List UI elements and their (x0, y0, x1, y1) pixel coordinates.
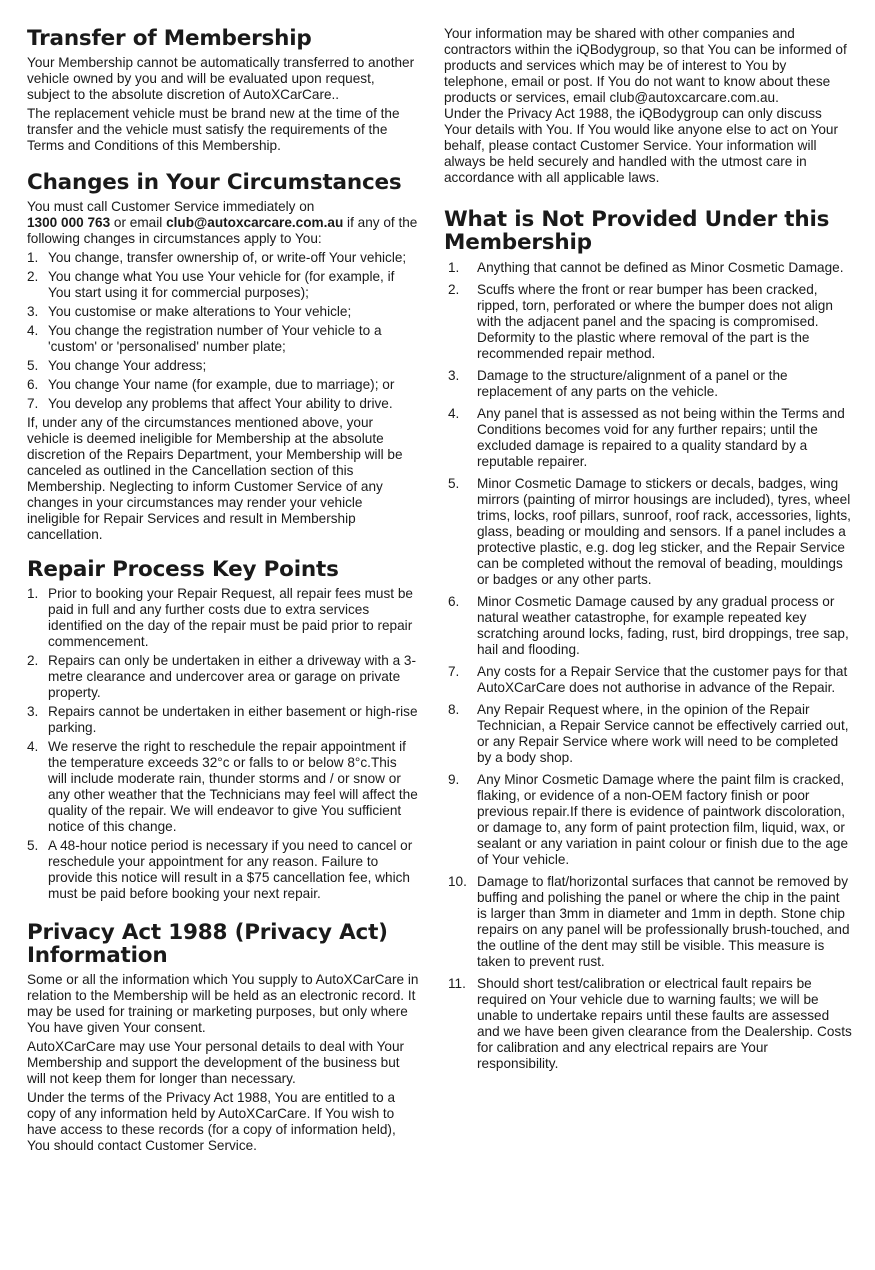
list-item: 2. Repairs can only be undertaken in either a driveway with a 3-metre clearance and undercover area or garage on private property. (27, 653, 416, 700)
list-item: 1. You change, transfer ownership of, or write-off Your vehicle; (27, 250, 407, 265)
list-item: 3. Damage to the structure/alignment of a panel or the replacement of any parts on the vehicle. (448, 368, 788, 399)
changes-intro: You must call Customer Service immediately on 1300 000 763 or email club@autoxcarcare.com.au if any of the following changes in circumstances apply to You: (27, 199, 418, 246)
list-item: 4. Any panel that is assessed as not being within the Terms and Conditions becomes void for any further repairs; until the excluded damage is repaired to a quality standard by a reputable repairer. (448, 406, 845, 469)
left-column (27, 0, 419, 1154)
changes-heading: Changes in Your Circumstances (27, 170, 402, 195)
list-item: 2. You change what You use Your vehicle for (for example, if You start using it for commercial purposes); (27, 269, 395, 300)
email-address: club@autoxcarcare.com.au (166, 215, 344, 230)
changes-list (27, 250, 419, 412)
right-column (444, 0, 852, 1078)
list-item: 5. Minor Cosmetic Damage to stickers or decals, badges, wing mirrors (painting of mirror housings are included), tyres, wheel trims, locks, roof pillars, sunroof, roof rack, accessories, lights, glass, beading or moulding and sensors. If a panel includes a protective plastic, e.g. dog leg sticker, and the Repair Service can be completed without the removal of beading, mouldings or badges or any other parts. (448, 476, 851, 587)
list-item: 3. Repairs cannot be undertaken in either basement or high-rise parking. (27, 704, 418, 735)
list-item: 6. Minor Cosmetic Damage caused by any gradual process or natural weather catastrophe, for example repeated key scratching around locks, fading, rust, bird droppings, tree sap, hail and flooding. (448, 594, 849, 657)
repair-heading: Repair Process Key Points (27, 557, 339, 582)
privacy-paragraph-3: Under the terms of the Privacy Act 1988, You are entitled to a copy of any information held by AutoXCarCare. If You wish to have access to these records (for a copy of information held), You should contact Customer Service. (27, 1090, 396, 1153)
list-item: 1. Prior to booking your Repair Request, all repair fees must be paid in full and any further costs due to extra services identified on the day of the repair must be paid prior to repair commencement. (27, 586, 413, 649)
list-item: 10. Damage to flat/horizontal surfaces that cannot be removed by buffing and polishing the panel or where the chip in the paint is larger than 3mm in diameter and 1mm in depth. Stone chip repairs on any panel will be professionally brush-touched, and the outline of the dent may still be visible. This measure is taken to prevent rust. (448, 874, 850, 969)
list-item: 4. You change the registration number of Your vehicle to a 'custom' or 'personalised' number plate; (27, 323, 382, 354)
privacy-paragraph-5: Under the Privacy Act 1988, the iQBodygroup can only discuss Your details with You. If You would like anyone else to act on Your behalf, please contact Customer Service. Your information will always be held securely and handled with the utmost care in accordance with all applicable laws. (444, 106, 839, 185)
phone-number: 1300 000 763 (27, 215, 111, 230)
list-item: 5. You change Your address; (27, 358, 207, 373)
transfer-heading: Transfer of Membership (27, 26, 312, 51)
transfer-paragraph-1: Your Membership cannot be automatically transferred to another vehicle owned by you and will be evaluated upon request, subject to the absolute discretion of AutoXCarCare.. (27, 55, 415, 102)
list-item: 1. Anything that cannot be defined as Minor Cosmetic Damage. (448, 260, 844, 275)
list-item: 4. We reserve the right to reschedule the repair appointment if the temperature exceeds 32°c or falls to or below 8°c.This will include moderate rain, thunder storms and / or snow or any other weather that the Technicians may feel will affect the quality of the repair. We will endeavor to give You sufficient notice of this change. (27, 739, 418, 834)
list-item: 2. Scuffs where the front or rear bumper has been cracked, ripped, torn, perforated or where the bumper does not align with the adjacent panel and the spacing is compromised. Deformity to the plastic where removal of the part is the recommended repair method. (448, 282, 833, 361)
not-provided-heading: What is Not Provided Under this Membership (444, 207, 830, 255)
list-item: 11. Should short test/calibration or electrical fault repairs be required on Your vehicle due to warning faults; we will be unable to undertake repairs until these faults are assessed and we have been given clearance from the Dealership. Costs for calibration and any electrical repairs are Your responsibility. (448, 976, 852, 1071)
list-item: 7. Any costs for a Repair Service that the customer pays for that AutoXCarCare does not authorise in advance of the Repair. (448, 664, 848, 695)
not-provided-list (444, 260, 852, 1072)
list-item: 9. Any Minor Cosmetic Damage where the paint film is cracked, flaking, or evidence of a non-OEM factory finish or poor previous repair.If there is evidence of paintwork discoloration, or damage to, any form of paint protection film, liquid, wax, or sealant or any variation in paint colour or finish due to the age of Your vehicle. (448, 772, 849, 867)
transfer-paragraph-2: The replacement vehicle must be brand new at the time of the transfer and the vehicle must satisfy the requirements of the Terms and Conditions of this Membership. (27, 106, 400, 153)
list-item: 3. You customise or make alterations to Your vehicle; (27, 304, 352, 319)
list-item: 6. You change Your name (for example, due to marriage); or (27, 377, 395, 392)
privacy-paragraph-2: AutoXCarCare may use Your personal details to deal with Your Membership and support the development of the business but will not keep them for longer than necessary. (27, 1039, 405, 1086)
list-item: 8. Any Repair Request where, in the opinion of the Repair Technician, a Repair Service cannot be effectively carried out, or any Repair Service where work will need to be completed by a body shop. (448, 702, 849, 765)
list-item: 5. A 48-hour notice period is necessary if you need to cancel or reschedule your appointment for any reason. Failure to provide this notice will result in a $75 cancellation fee, which must be paid before booking your next repair. (27, 838, 413, 901)
list-item: 7. You develop any problems that affect Your ability to drive. (27, 396, 393, 411)
changes-outro: If, under any of the circumstances mentioned above, your vehicle is deemed ineligible for Membership at the absolute discretion of the Repairs Department, your Membership will be canceled as outlined in the Cancellation section of this Membership. Neglecting to inform Customer Service of any changes in your circumstances may render your vehicle ineligible for Repair Services and result in Membership cancellation. (27, 415, 403, 542)
privacy-paragraph-4: Your information may be shared with other companies and contractors within the iQBodygroup, so that You can be informed of products and services which may be of interest to You by telephone, email or post. If You do not want to know about these products or services, email club@autoxcarcare.com.au. (444, 26, 847, 105)
repair-list (27, 586, 419, 902)
privacy-heading: Privacy Act 1988 (Privacy Act) Information (27, 920, 388, 968)
privacy-paragraph-1: Some or all the information which You supply to AutoXCarCare in relation to the Membership will be held as an electronic record. It may be used for training or marketing purposes, but only where You have given Your consent. (27, 972, 419, 1035)
